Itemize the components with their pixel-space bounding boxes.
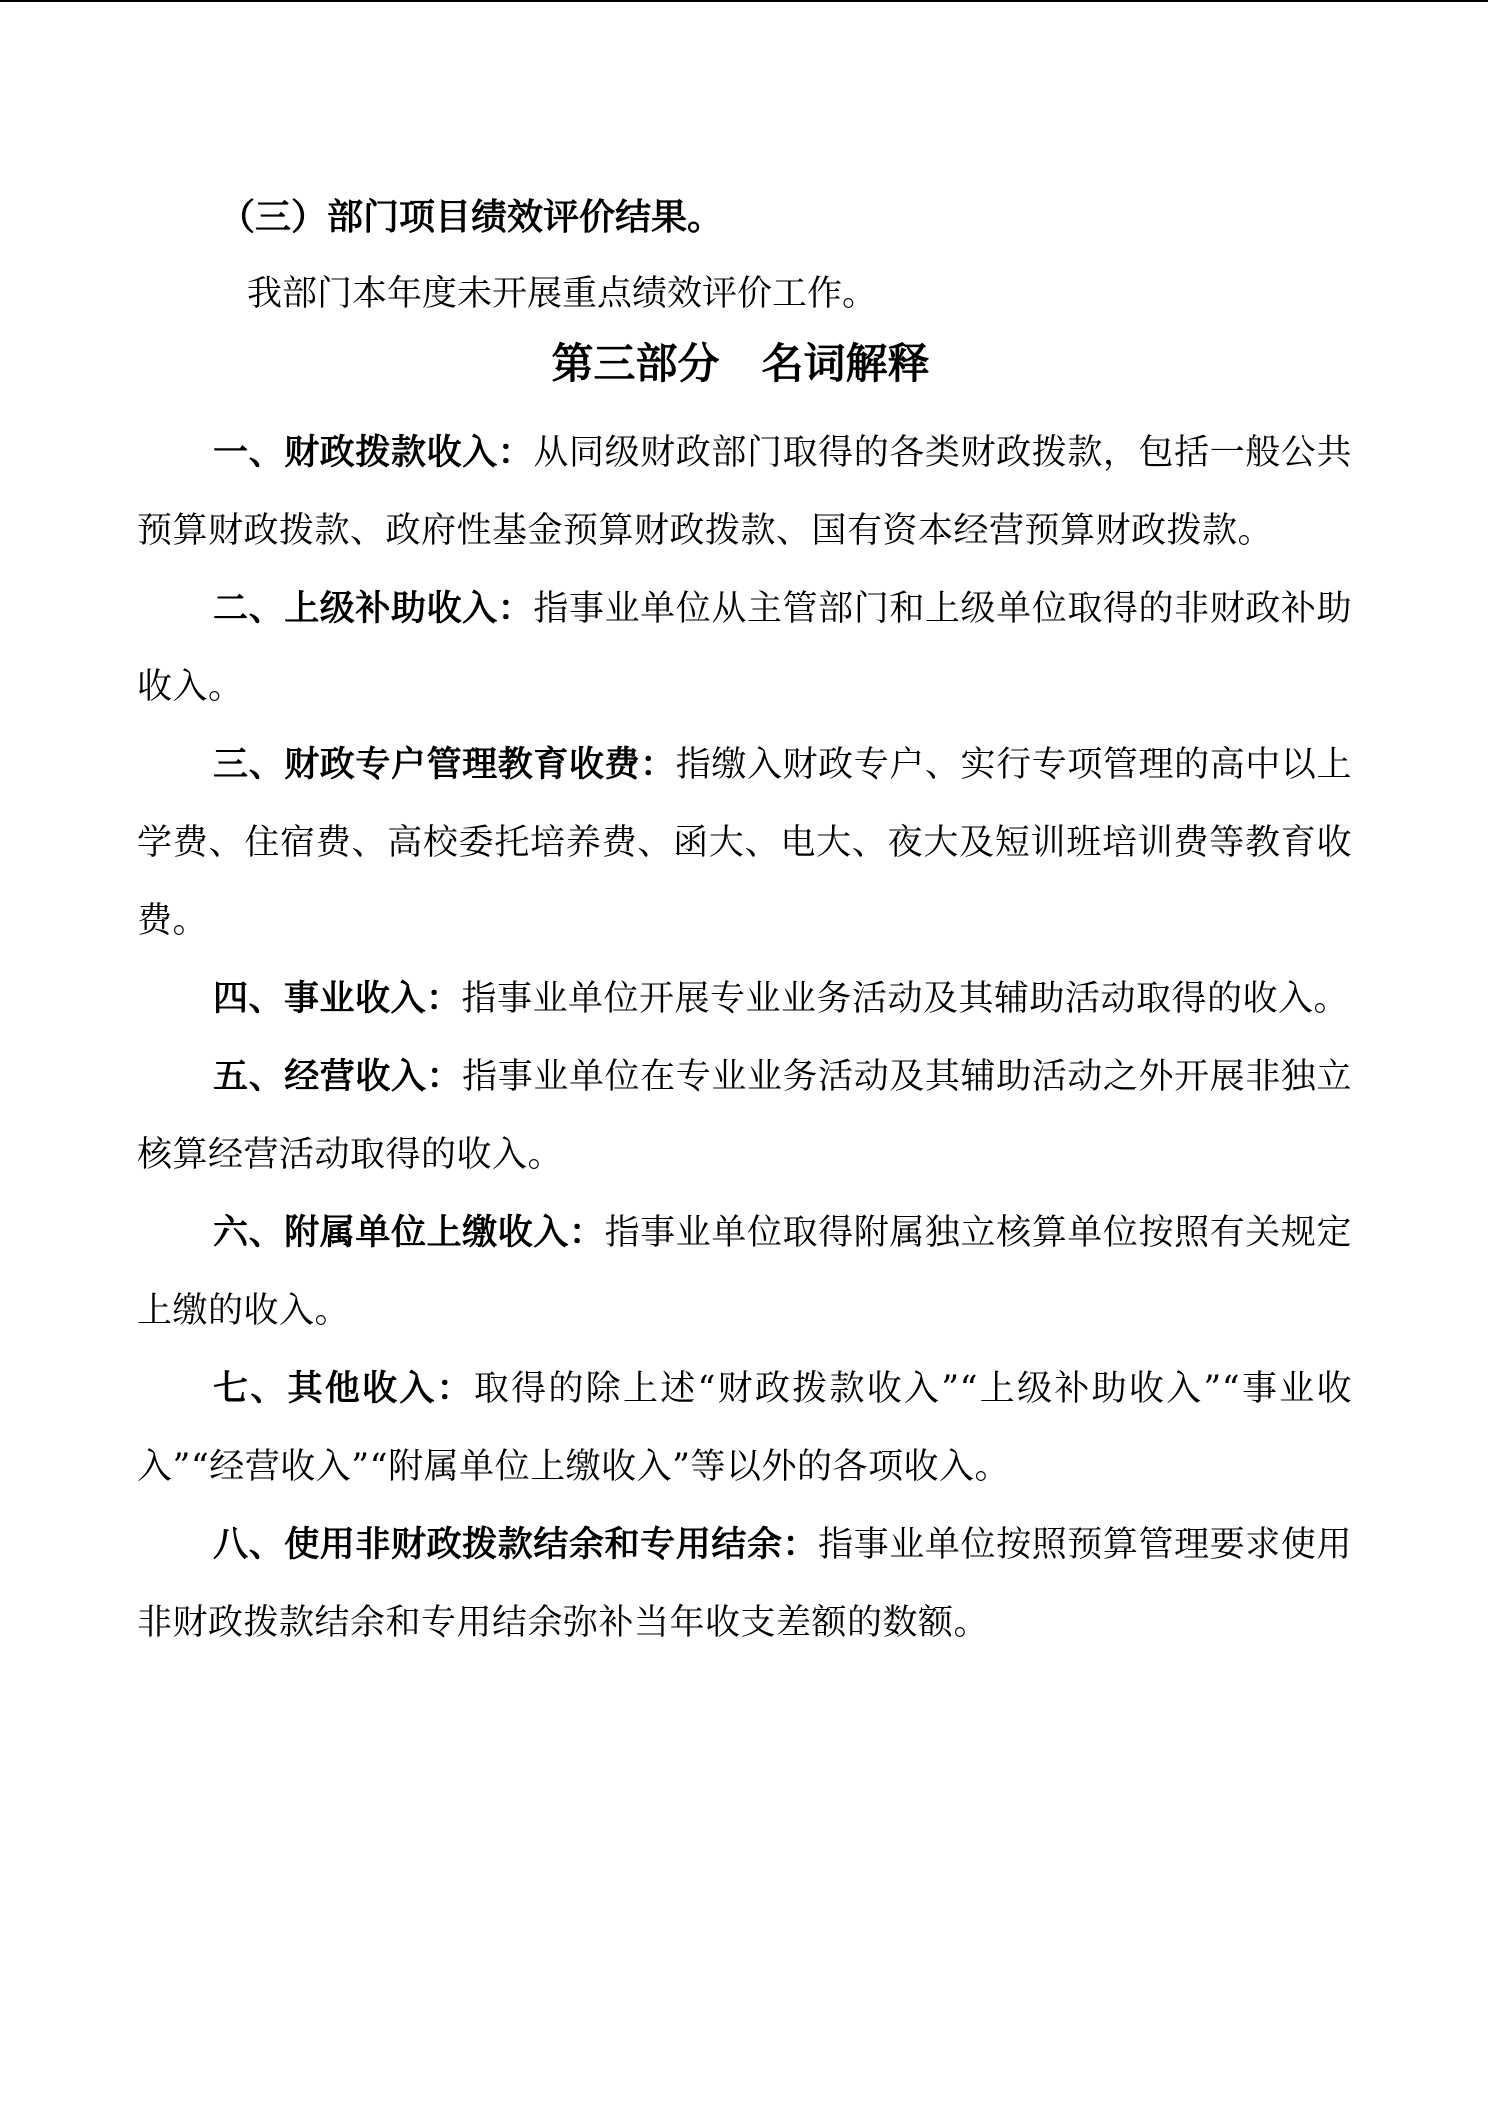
page-top-border <box>0 0 1488 2</box>
term-item <box>137 414 1352 570</box>
term-definition: 从同级财政部门取得的各类财政拨款，包括一般公共预算财政拨款、政府性基金预算财政拨款、国有资本经营预算财政拨款。 <box>137 433 1352 551</box>
term-name: 五、经营收入： <box>213 1057 463 1097</box>
document-page <box>137 190 1352 1662</box>
term-item <box>137 726 1352 960</box>
term-name: 二、上级补助收入： <box>213 589 534 629</box>
section-heading: （三）部门项目绩效评价结果。 <box>219 197 724 238</box>
term-list <box>137 414 1352 1662</box>
term-name: 四、事业收入： <box>213 979 462 1019</box>
term-item <box>137 960 1352 1038</box>
term-name: 七、其他收入： <box>213 1369 474 1409</box>
term-item <box>137 1194 1352 1350</box>
term-definition: 指事业单位在专业业务活动及其辅助活动之外开展非独立核算经营活动取得的收入。 <box>137 1057 1352 1175</box>
term-item <box>137 1506 1352 1662</box>
term-name: 一、财政拨款收入： <box>213 433 534 473</box>
part-title: 第三部分 名词解释 <box>551 339 930 388</box>
term-definition: 指事业单位按照预算管理要求使用非财政拨款结余和专用结余弥补当年收支差额的数额。 <box>137 1525 1352 1643</box>
term-definition: 指事业单位从主管部门和上级单位取得的非财政补助收入。 <box>137 589 1352 707</box>
term-definition: 指缴入财政专户、实行专项管理的高中以上学费、住宿费、高校委托培养费、函大、电大、夜大及短训班培训费等教育收费。 <box>137 745 1352 941</box>
term-definition: 指事业单位取得附属独立核算单位按照有关规定上缴的收入。 <box>137 1213 1352 1331</box>
term-item <box>137 1350 1352 1506</box>
term-name: 六、附属单位上缴收入： <box>213 1213 605 1253</box>
section-text: 我部门本年度未开展重点绩效评价工作。 <box>247 274 878 314</box>
term-item <box>137 570 1352 726</box>
term-definition: 指事业单位开展专业业务活动及其辅助活动取得的收入。 <box>461 979 1350 1019</box>
term-name: 八、使用非财政拨款结余和专用结余： <box>213 1525 819 1565</box>
term-name: 三、财政专户管理教育收费： <box>213 745 676 785</box>
term-definition: 取得的除上述“财政拨款收入”“上级补助收入”“事业收入”“经营收入”“附属单位上缴收入”等以外的各项收入。 <box>137 1369 1352 1487</box>
term-item <box>137 1038 1352 1194</box>
